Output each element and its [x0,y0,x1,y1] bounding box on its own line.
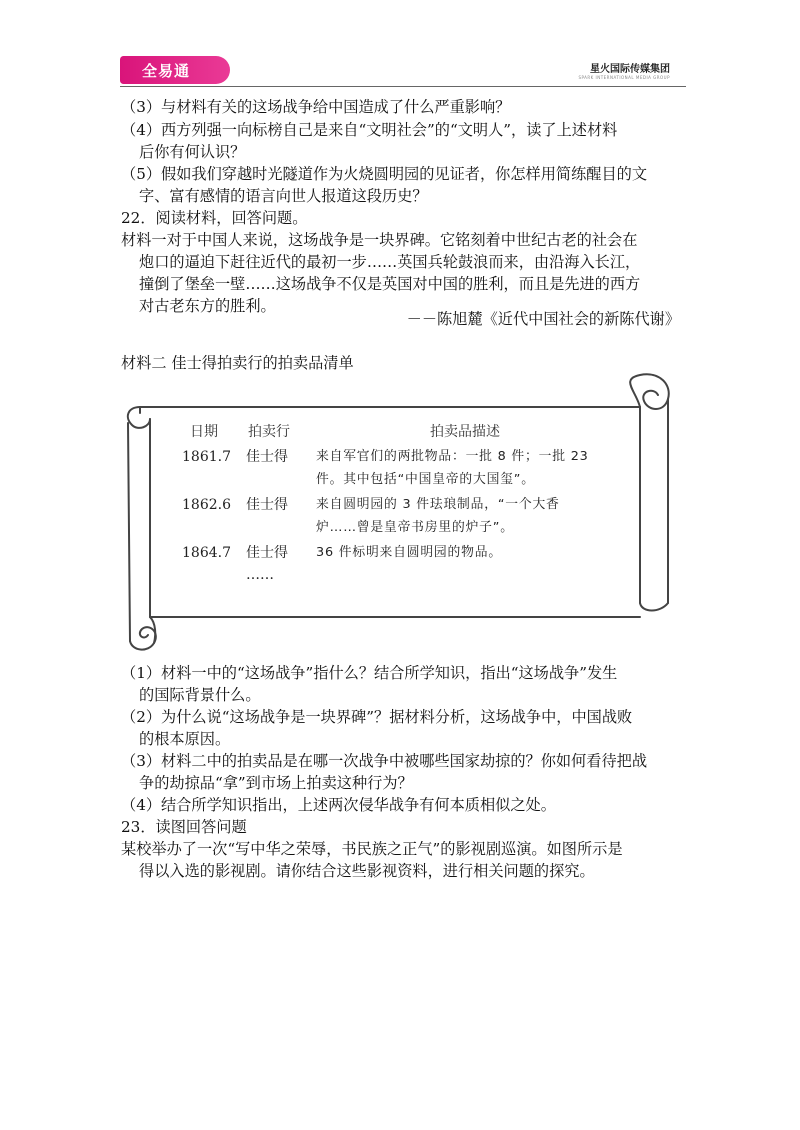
row1-date: 1861.7 [182,449,231,465]
row1-house: 佳士得 [246,449,288,465]
row2-desc-line2: 炉……曾是皇帝书房里的炉子”。 [316,520,514,535]
q21-item4-line1: （4）西方列强一向标榜自己是来自“文明社会”的“文明人”，读了上述材料 [121,121,618,139]
q22-material1-line4: 对古老东方的胜利。 [139,297,276,315]
q22-sub1-line2: 的国际背景什么。 [139,686,261,704]
brand-logo [120,56,230,84]
col-header-date: 日期 [190,424,218,440]
q22-material1-line2: 炮口的逼迫下赶往近代的最初一步……英国兵轮鼓浪而来，由沿海入长江， [139,253,641,271]
row3-house: 佳士得 [246,545,288,561]
auction-scroll-figure [120,373,676,653]
q22-sub3-line1: （3）材料二中的拍卖品是在哪一次战争中被哪些国家劫掠的？你如何看待把战 [121,752,648,770]
q22-sub2-line2: 的根本原因。 [139,730,231,748]
row2-date: 1862.6 [182,497,231,513]
q22-sub2-line1: （2）为什么说“这场战争是一块界碑”？据材料分析，这场战争中，中国战败 [121,708,633,726]
page-header [120,56,682,86]
q21-item4-line2: 后你有何认识？ [139,143,246,161]
logo-text: 全易通 [142,62,191,80]
q22-material1-source: －－陈旭麓《近代中国社会的新陈代谢》 [406,310,680,328]
q21-item5-line2: 字、富有感情的语言向世人报道这段历史？ [139,187,428,205]
col-header-house: 拍卖行 [248,424,290,440]
row3-date: 1864.7 [182,545,231,561]
q23-body-line2: 得以入选的影视剧。请你结合这些影视资料，进行相关问题的探究。 [139,862,595,880]
publisher-name: 星火国际传媒集团 [590,64,670,75]
q23-title: 23．读图回答问题 [121,818,247,836]
q22-sub1-line1: （1）材料一中的“这场战争”指什么？结合所学知识，指出“这场战争”发生 [121,664,618,682]
q22-material1-line3: 撞倒了堡垒一壁……这场战争不仅是英国对中国的胜利，而且是先进的西方 [139,275,641,293]
row1-desc-line1: 来自军官们的两批物品：一批 8 件；一批 23 [316,449,589,464]
publisher-subtitle: SPARK INTERNATIONAL MEDIA GROUP [578,75,670,80]
q22-material1-line1: 材料一对于中国人来说，这场战争是一块界碑。它铭刻着中世纪古老的社会在 [121,231,638,249]
q22-sub3-line2: 争的劫掠品“拿”到市场上拍卖这种行为？ [139,774,413,792]
row2-desc-line1: 来自圆明园的 3 件珐琅制品，“一个大香 [316,497,560,512]
row3-desc-line1: 36 件标明来自圆明园的物品。 [316,545,502,560]
q21-item3: （3）与材料有关的这场战争给中国造成了什么严重影响？ [121,98,511,116]
q23-body-line1: 某校举办了一次“写中华之荣辱，书民族之正气”的影视剧巡演。如图所示是 [121,840,623,858]
q22-title: 22．阅读材料，回答问题。 [121,209,308,227]
table-ellipsis: …… [246,567,274,583]
header-divider [120,86,686,87]
q21-item5-line1: （5）假如我们穿越时光隧道作为火烧圆明园的见证者，你怎样用简练醒目的文 [121,165,648,183]
q22-material2-title: 材料二 佳士得拍卖行的拍卖品清单 [121,354,354,372]
q22-sub4: （4）结合所学知识指出，上述两次侵华战争有何本质相似之处。 [121,796,556,814]
publisher [578,60,670,80]
col-header-description: 拍卖品描述 [430,424,500,440]
row2-house: 佳士得 [246,497,288,513]
row1-desc-line2: 件。其中包括“中国皇帝的大国玺”。 [316,472,535,487]
